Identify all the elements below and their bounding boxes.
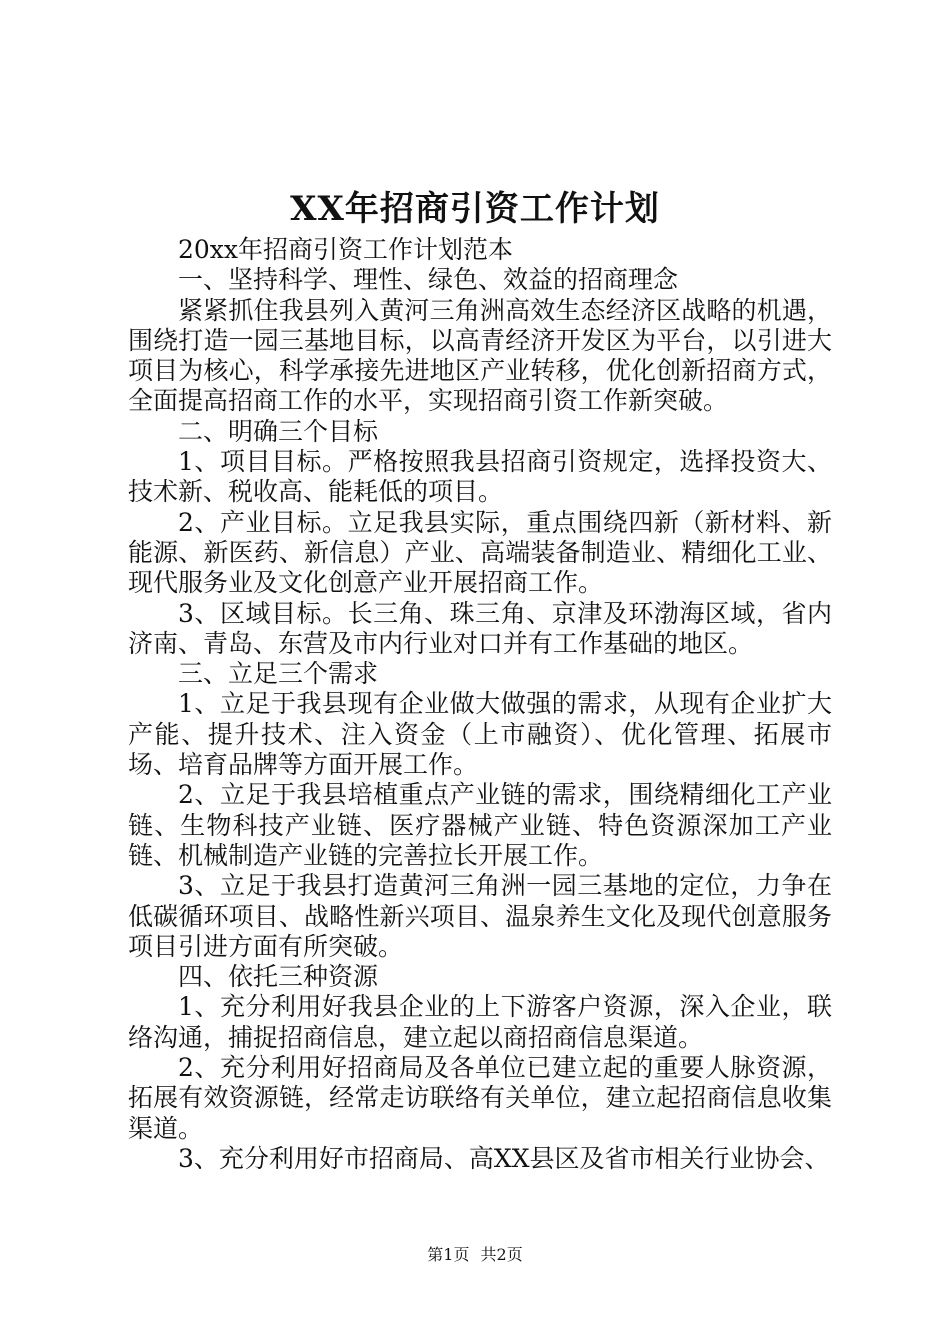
section-heading-3: 三、立足三个需求 — [178, 659, 379, 689]
body-paragraph: 1、充分利用好我县企业的上下游客户资源，深入企业，联络沟通，捕捉招商信息，建立起以商招商信息渠道。 — [128, 992, 832, 1052]
page-number: 第1页 — [427, 1245, 470, 1264]
document-title: XX年招商引资工作计划 — [290, 189, 660, 229]
body-paragraph: 1、立足于我县现有企业做大做强的需求，从现有企业扩大产能、提升技术、注入资金（上市融资）、优化管理、拓展市场、培育品牌等方面开展工作。 — [128, 689, 832, 780]
document-body — [128, 235, 832, 1174]
body-paragraph: 紧紧抓住我县列入黄河三角洲高效生态经济区战略的机遇，围绕打造一园三基地目标，以高青经济开发区为平台，以引进大项目为核心，科学承接先进地区产业转移，优化创新招商方式，全面提高招商工作的水平，实现招商引资工作新突破。 — [128, 295, 832, 416]
body-paragraph: 2、产业目标。立足我县实际，重点围绕四新（新材料、新能源、新医药、新信息）产业、高端装备制造业、精细化工业、现代服务业及文化创意产业开展招商工作。 — [128, 507, 832, 598]
subtitle-paragraph: 20xx年招商引资工作计划范本 — [178, 235, 514, 264]
section-heading-1: 一、坚持科学、理性、绿色、效益的招商理念 — [178, 265, 679, 295]
body-paragraph: 3、立足于我县打造黄河三角洲一园三基地的定位，力争在低碳循环项目、战略性新兴项目、温泉养生文化及现代创意服务项目引进方面有所突破。 — [128, 871, 832, 961]
body-paragraph: 3、区域目标。长三角、珠三角、京津及环渤海区域，省内济南、青岛、东营及市内行业对口并有工作基础的地区。 — [128, 598, 832, 658]
section-heading-2: 二、明确三个目标 — [178, 416, 379, 446]
section-heading-4: 四、依托三种资源 — [178, 962, 379, 992]
body-paragraph: 2、立足于我县培植重点产业链的需求，围绕精细化工产业链、生物科技产业链、医疗器械产业链、特色资源深加工产业链、机械制造产业链的完善拉长开展工作。 — [128, 780, 832, 870]
body-paragraph: 3、充分利用好市招商局、高XX县区及省市相关行业协会、 — [178, 1143, 830, 1173]
page-total: 共2页 — [480, 1245, 523, 1264]
body-paragraph: 2、充分利用好招商局及各单位已建立起的重要人脉资源，拓展有效资源链，经常走访联络有关单位，建立起招商信息收集渠道。 — [128, 1053, 832, 1143]
page-footer — [0, 1244, 950, 1266]
body-paragraph: 1、项目目标。严格按照我县招商引资规定，选择投资大、技术新、税收高、能耗低的项目。 — [128, 447, 832, 507]
